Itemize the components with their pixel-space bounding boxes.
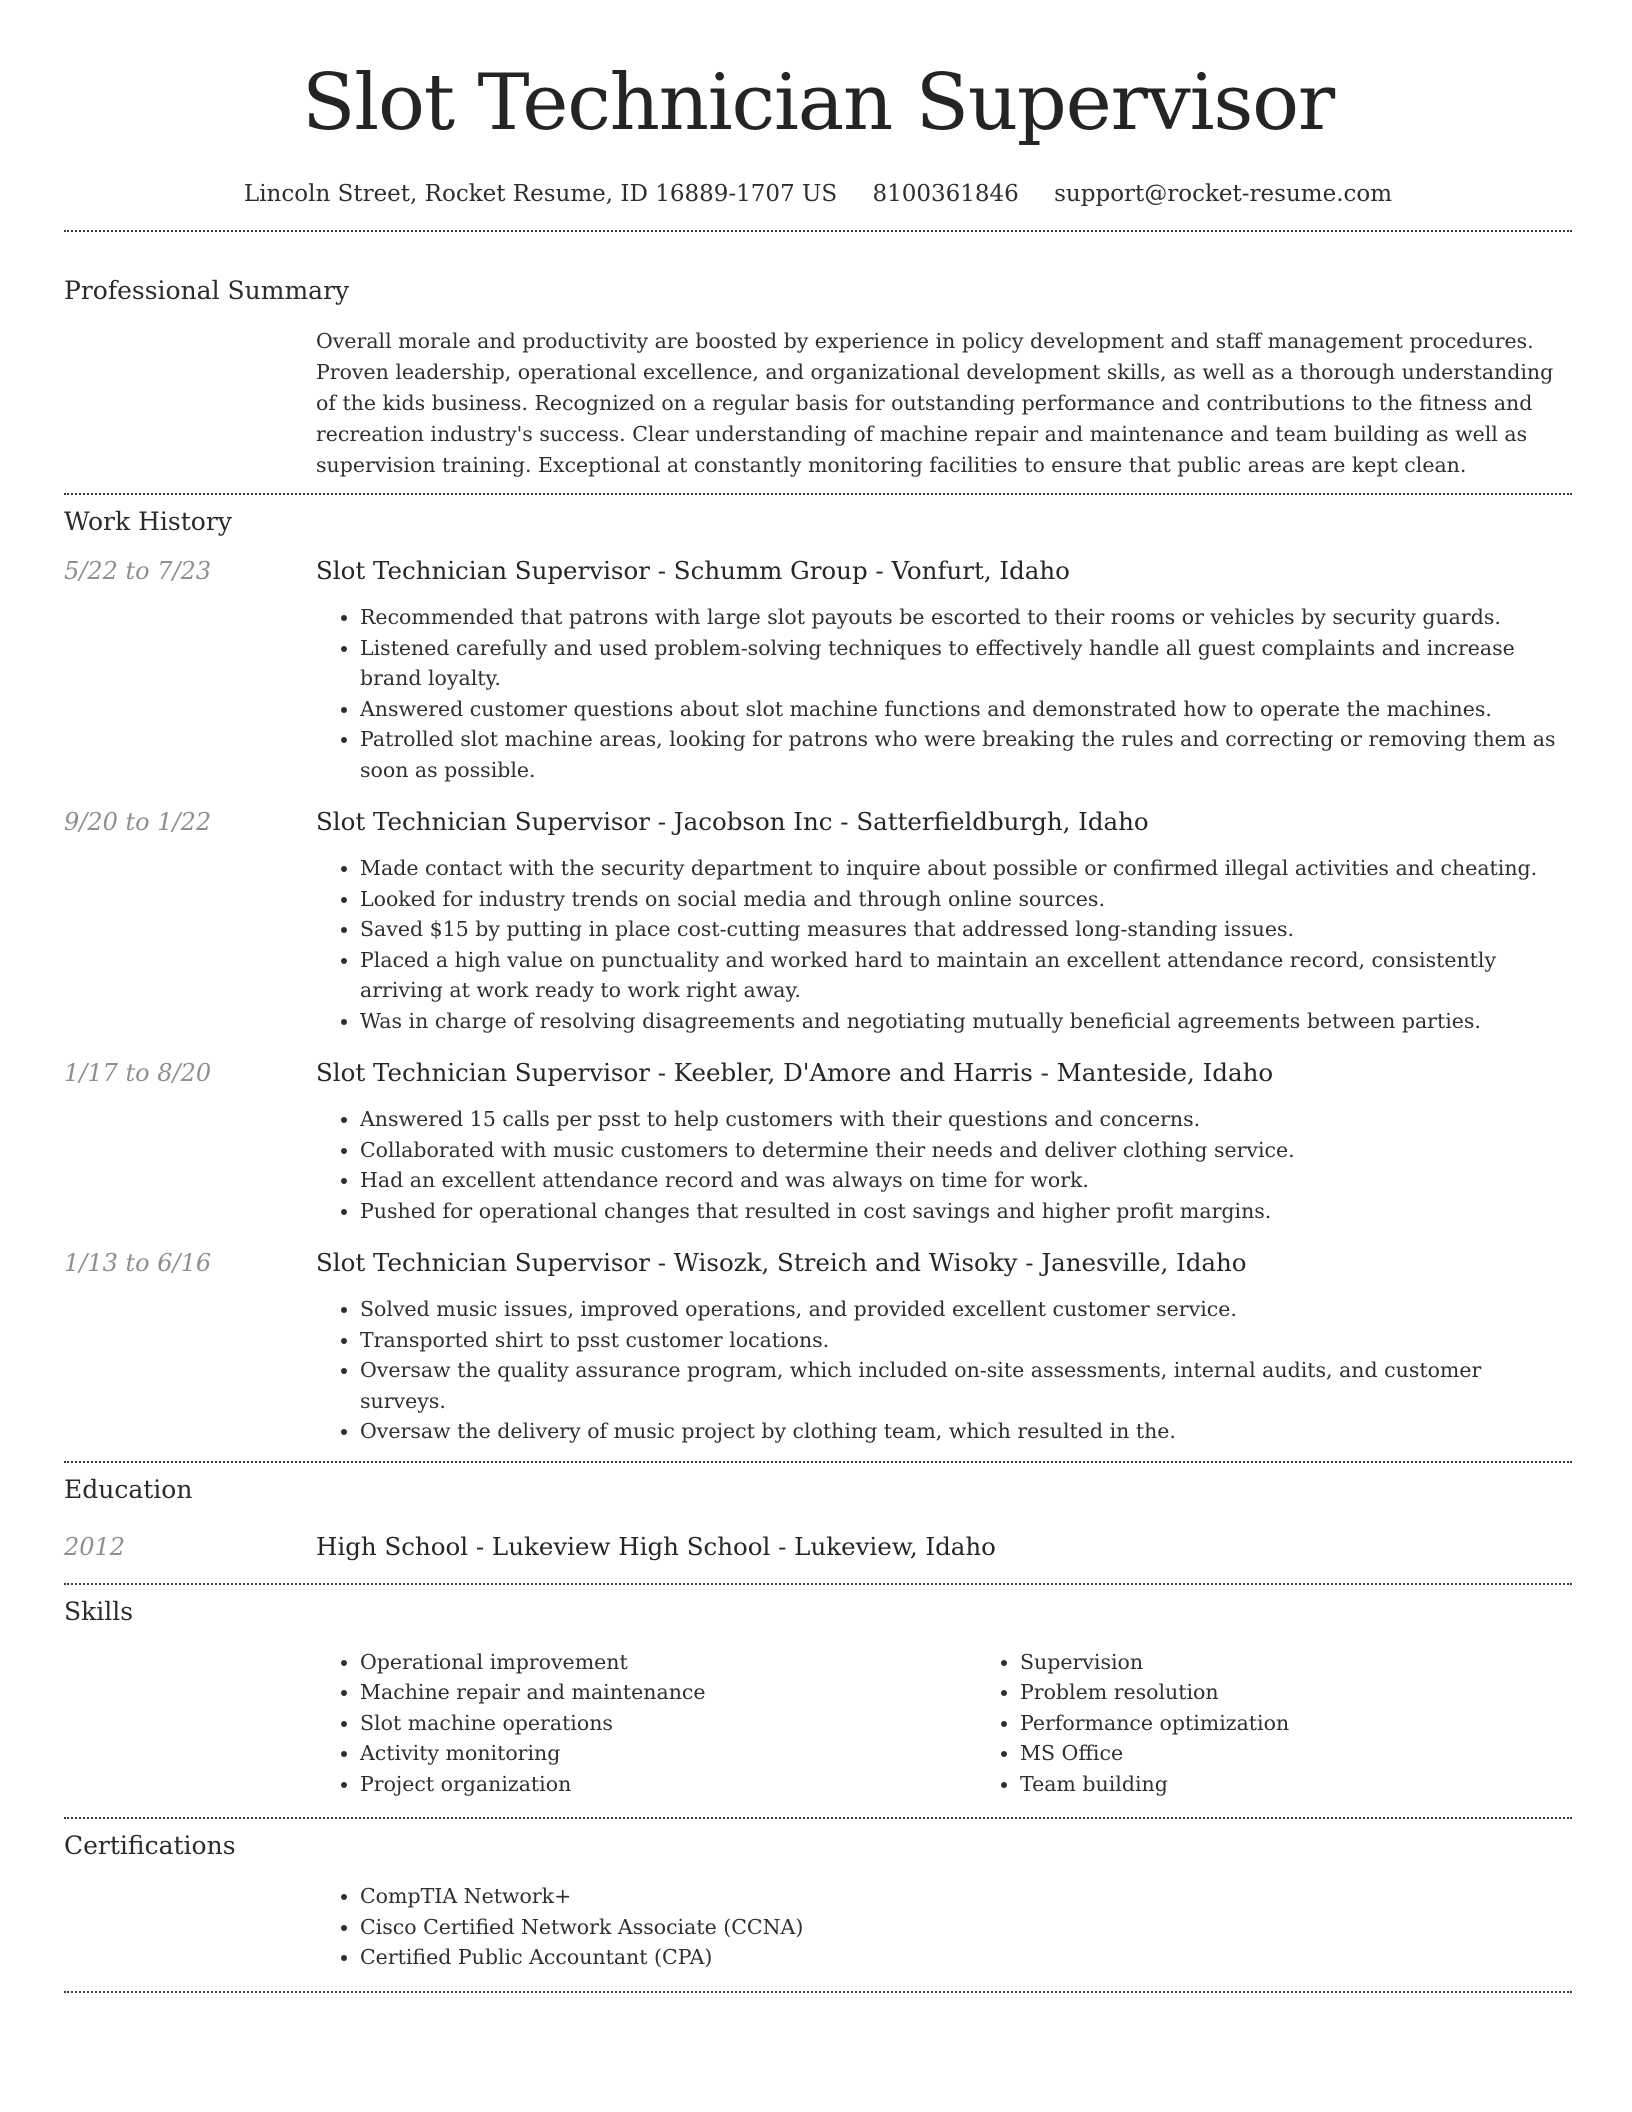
skills-section xyxy=(64,1595,1572,1800)
skill-item: • Activity monitoring xyxy=(360,1738,976,1769)
skill-item: • Supervision xyxy=(1020,1647,1632,1678)
section-title-work-history: Work History xyxy=(64,507,232,536)
certification-item: • Certified Public Accountant (CPA) xyxy=(360,1942,1572,1973)
skill-item: • Team building xyxy=(1020,1769,1632,1800)
skill-item: • Slot machine operations xyxy=(360,1708,976,1739)
job-dates: 5/22 to 7/23 xyxy=(64,557,212,585)
job-bullet: • Answered customer questions about slot machine functions and demonstrated how to operate the machines. xyxy=(360,694,1572,725)
job-dates: 1/17 to 8/20 xyxy=(64,1059,212,1087)
job-bullet: • Oversaw the delivery of music project by clothing team, which resulted in the. xyxy=(360,1416,1572,1447)
skills-row xyxy=(64,1647,1572,1800)
divider xyxy=(64,1461,1572,1463)
job-bullet-list xyxy=(316,853,1572,1036)
job-heading: Slot Technician Supervisor - Keebler, D'Amore and Harris - Manteside, Idaho xyxy=(316,1058,1274,1087)
divider xyxy=(64,1583,1572,1585)
job-entry xyxy=(64,554,1572,785)
job-bullet: • Answered 15 calls per psst to help customers with their questions and concerns. xyxy=(360,1104,1572,1135)
job-bullet: • Pushed for operational changes that resulted in cost savings and higher profit margins. xyxy=(360,1196,1572,1227)
jobs-list xyxy=(64,554,1572,1447)
education-entry xyxy=(64,1530,1572,1564)
job-bullet: • Solved music issues, improved operations, and provided excellent customer service. xyxy=(360,1294,1572,1325)
job-entry xyxy=(64,805,1572,1036)
section-title-certifications: Certifications xyxy=(64,1831,236,1860)
certification-item: • CompTIA Network+ xyxy=(360,1881,1572,1912)
summary-row xyxy=(64,326,1572,481)
skill-item: • Problem resolution xyxy=(1020,1677,1632,1708)
job-heading: Slot Technician Supervisor - Jacobson Inc - Satterfieldburgh, Idaho xyxy=(316,807,1149,836)
job-dates: 1/13 to 6/16 xyxy=(64,1249,212,1277)
divider xyxy=(64,1817,1572,1819)
skill-item: • MS Office xyxy=(1020,1738,1632,1769)
skill-item: • Machine repair and maintenance xyxy=(360,1677,976,1708)
certifications-row xyxy=(64,1881,1572,1973)
job-entry xyxy=(64,1056,1572,1226)
education-heading: High School - Lukeview High School - Lukeview, Idaho xyxy=(316,1531,996,1561)
certification-item: • Cisco Certified Network Associate (CCNA) xyxy=(360,1912,1572,1943)
job-bullet: • Was in charge of resolving disagreements and negotiating mutually beneficial agreements between parties. xyxy=(360,1006,1572,1037)
skills-list-right xyxy=(976,1647,1632,1800)
section-title-professional-summary: Professional Summary xyxy=(64,276,350,305)
job-heading: Slot Technician Supervisor - Schumm Group - Vonfurt, Idaho xyxy=(316,556,1070,585)
job-bullet-list xyxy=(316,1104,1572,1226)
contact-phone: 8100361846 xyxy=(872,181,1019,207)
professional-summary-section xyxy=(64,274,1572,481)
certifications-list xyxy=(316,1881,1572,1973)
contact-email: support@rocket-resume.com xyxy=(1054,181,1393,207)
job-bullet: • Recommended that patrons with large slot payouts be escorted to their rooms or vehicles by security guards. xyxy=(360,602,1572,633)
divider xyxy=(64,493,1572,495)
job-dates: 9/20 to 1/22 xyxy=(64,808,212,836)
summary-text: Overall morale and productivity are boosted by experience in policy development and staff management procedures. Proven leadership, operational excellence, and organizational development skills, as well as a thorough understanding of the kids business. Recognized on a regular basis for outstanding performance and contributions to the fitness and recreation industry's success. Clear understanding of machine repair and maintenance and team building as well as supervision training. Exceptional at constantly monitoring facilities to ensure that public areas are kept clean. xyxy=(316,329,1554,477)
skills-list-left xyxy=(316,1647,976,1800)
skill-item: • Performance optimization xyxy=(1020,1708,1632,1739)
divider xyxy=(64,230,1572,232)
certifications-section xyxy=(64,1829,1572,1973)
resume-page xyxy=(64,0,1572,1993)
education-section xyxy=(64,1473,1572,1564)
job-bullet: • Oversaw the quality assurance program, which included on-site assessments, internal audits, and customer surveys. xyxy=(360,1355,1572,1416)
skill-item: • Project organization xyxy=(360,1769,976,1800)
education-year: 2012 xyxy=(64,1532,126,1561)
job-entry xyxy=(64,1246,1572,1447)
job-bullet: • Collaborated with music customers to determine their needs and deliver clothing service. xyxy=(360,1135,1572,1166)
skill-item: • Operational improvement xyxy=(360,1647,976,1678)
job-heading: Slot Technician Supervisor - Wisozk, Streich and Wisoky - Janesville, Idaho xyxy=(316,1248,1247,1277)
job-bullet: • Looked for industry trends on social media and through online sources. xyxy=(360,884,1572,915)
section-title-education: Education xyxy=(64,1474,193,1504)
divider xyxy=(64,1991,1572,1993)
job-bullet: • Listened carefully and used problem-solving techniques to effectively handle all guest complaints and increase brand loyalty. xyxy=(360,633,1572,694)
job-bullet: • Saved $15 by putting in place cost-cutting measures that addressed long-standing issues. xyxy=(360,914,1572,945)
job-bullet: • Had an excellent attendance record and was always on time for work. xyxy=(360,1165,1572,1196)
work-history-section xyxy=(64,505,1572,1447)
contact-line xyxy=(64,178,1572,210)
job-bullet: • Transported shirt to psst customer locations. xyxy=(360,1325,1572,1356)
job-bullet-list xyxy=(316,1294,1572,1447)
job-bullet: • Placed a high value on punctuality and worked hard to maintain an excellent attendance record, consistently arriving at work ready to work right away. xyxy=(360,945,1572,1006)
job-bullet: • Made contact with the security department to inquire about possible or confirmed illegal activities and cheating. xyxy=(360,853,1572,884)
job-bullet: • Patrolled slot machine areas, looking for patrons who were breaking the rules and correcting or removing them as soon as possible. xyxy=(360,724,1572,785)
resume-name: Slot Technician Supervisor xyxy=(301,58,1334,148)
contact-address: Lincoln Street, Rocket Resume, ID 16889-1707 US xyxy=(243,181,838,207)
job-bullet-list xyxy=(316,602,1572,785)
section-title-skills: Skills xyxy=(64,1596,134,1626)
